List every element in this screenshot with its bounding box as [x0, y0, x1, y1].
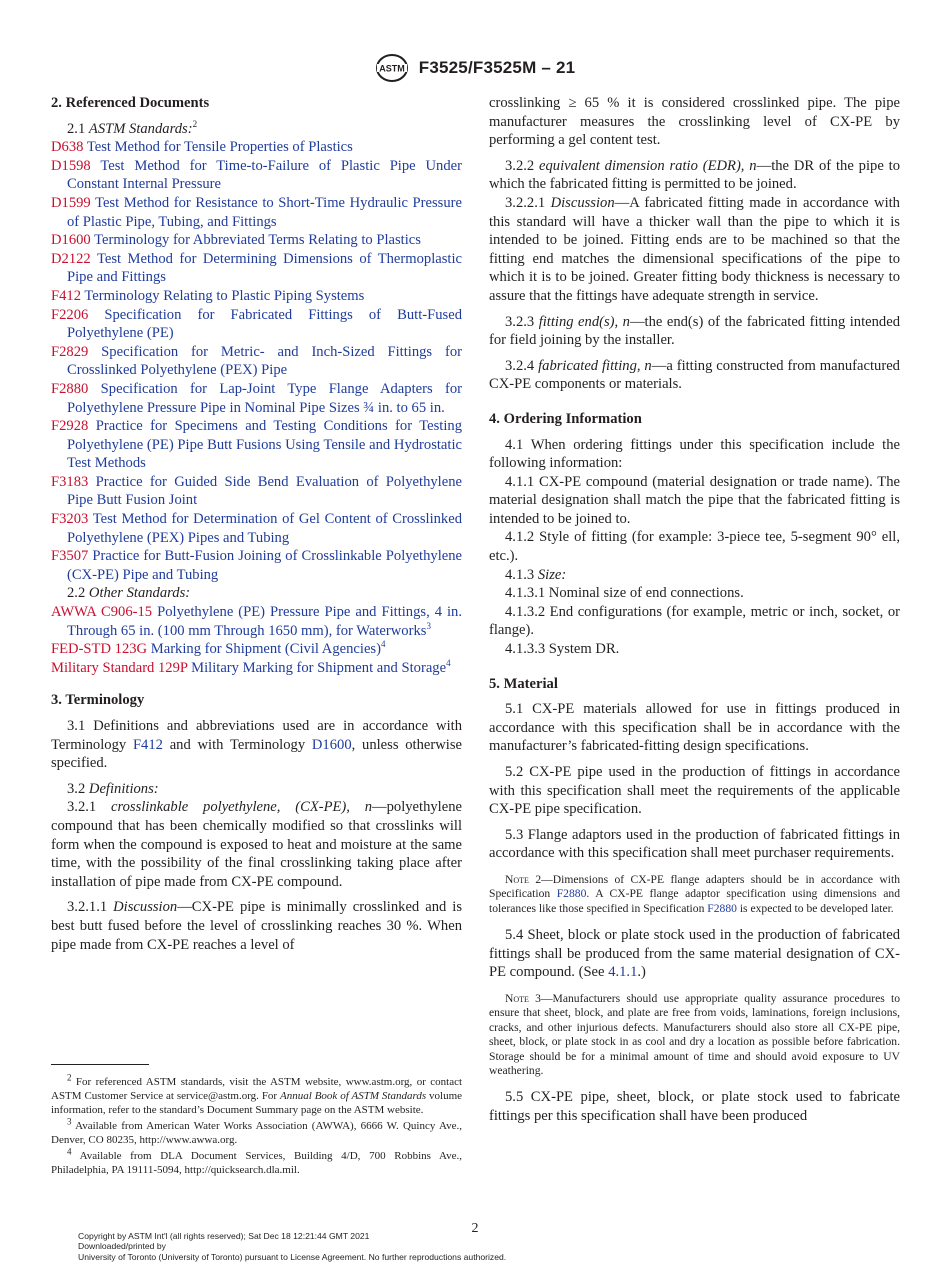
reference-item [51, 417, 462, 473]
reference-title-link[interactable]: Test Method for Determining Dimensions of Thermoplastic Pipe and Fittings [67, 250, 462, 286]
reference-item [51, 603, 462, 640]
reference-code-link[interactable]: D2122 [51, 250, 91, 267]
reference-title-link[interactable]: Test Method for Tensile Properties of Plastics [86, 139, 353, 156]
reference-code-link[interactable]: F2206 [51, 306, 89, 323]
reference-code-link[interactable]: Military Standard 129P [51, 659, 188, 676]
reference-code-link[interactable]: F412 [51, 287, 82, 304]
left-column [51, 94, 462, 961]
page-number: 2 [471, 1221, 479, 1236]
reference-title-link[interactable]: Specification for Metric- and Inch-Sized Fittings for Crosslinked Polyethylene (PEX) Pipe [67, 343, 462, 379]
paragraph-3-1: 3.1 Definitions and abbreviations used are in accordance with Terminology F412 and with Terminology D1600, unless otherwise specified. [51, 718, 462, 772]
paragraph-5-4: 5.4 Sheet, block or plate stock used in the production of fabricated fittings shall be produced from the same material designation of CX-PE compound. (See 4.1.1.) [489, 927, 900, 981]
document-title: F3525/F3525M – 21 [418, 58, 576, 77]
section-heading-referenced-documents: 2. Referenced Documents [51, 95, 210, 111]
paragraph-4-1: 4.1 When ordering fittings under this specification include the following information: [489, 436, 900, 472]
reference-title-link[interactable]: Test Method for Time-to-Failure of Plastic Pipe Under Constant Internal Pressure [67, 157, 462, 193]
reference-item [51, 473, 462, 510]
paragraph-5-1: 5.1 CX-PE materials allowed for use in fittings produced in accordance with this specification shall be in accordance with the manufacturer’s fabricated-fitting design specifications. [489, 701, 900, 755]
paragraph-3-2-1-1-continued: crosslinking ≥ 65 % it is considered crosslinked pipe. The pipe manufacturer measures the crosslinking level of CX-PE by performing a gel content test. [489, 95, 900, 149]
paragraph-3-2-1-1: 3.2.1.1 Discussion—CX-PE pipe is minimally crosslinked and is best butt fused before the level of crosslinking reaches 30 %. When pipe made from CX-PE reaches a level of [51, 899, 463, 953]
paragraph-4-1-3: 4.1.3 Size: [505, 566, 567, 583]
paragraph-4-1-3-3: 4.1.3.3 System DR. [505, 641, 620, 658]
link-f412[interactable]: F412 [132, 736, 163, 753]
copyright-line: Copyright by ASTM Int'l (all rights reserved); Sat Dec 18 12:21:44 GMT 2021 [78, 1231, 370, 1241]
paragraph-5-3: 5.3 Flange adaptors used in the production of fabricated fittings in accordance with this specification shall meet purchaser requirements. [489, 826, 900, 862]
reference-title-link[interactable]: Practice for Specimens and Testing Conditions for Testing Polyethylene (PE) Pipe Butt Fusions Using Tensile and Hydrostatic Test Methods [67, 418, 462, 472]
paragraph-4-1-3-2: 4.1.3.2 End configurations (for example, metric or inch, socket, or flange). [489, 603, 900, 639]
section-heading-terminology: 3. Terminology [51, 692, 145, 709]
reference-title-link[interactable]: Specification for Fabricated Fittings of Butt-Fused Polyethylene (PE) [67, 306, 462, 342]
reference-code-link[interactable]: F3203 [51, 511, 89, 528]
footnote-divider [51, 1064, 149, 1065]
downloaded-line: Downloaded/printed by [78, 1241, 166, 1252]
paragraph-3-2-4: 3.2.4 fabricated fitting, n—a fitting constructed from manufactured CX-PE components or materials. [489, 357, 900, 393]
reference-title-link[interactable]: Test Method for Resistance to Short-Time Hydraulic Pressure of Plastic Pipe, Tubing, and Fittings [67, 194, 463, 230]
referenced-standards-list [51, 138, 462, 584]
reference-item [51, 659, 462, 678]
reference-code-link[interactable]: F3183 [51, 473, 89, 490]
footnote-marker: 4 [446, 657, 451, 668]
other-standards-list [51, 603, 462, 677]
reference-code-link[interactable]: D1599 [51, 194, 91, 211]
reference-code-link[interactable]: F2928 [51, 418, 89, 435]
reference-title-link[interactable]: Military Marking for Shipment and Storage [191, 659, 447, 676]
paragraph-3-2-1: 3.2.1 crosslinkable polyethylene, (CX-PE), n—polyethylene compound that has been chemically modified so that crosslinks will form when the compound is exposed to heat and moisture at the same time, with the possibility of the final crosslinking taking place after installation of pipe made from CX-PE compound. [51, 799, 462, 890]
footnote-2: $^2$ For referenced ASTM standards, visit the ASTM website, www.astm.org, or contact ASTM Customer Service at service@astm.org. For Annual Book of ASTM Standards volume information, refer to the standard’s Document Summary page on the ASTM website. [51, 1072, 463, 1116]
footnote-3: $^3$ Available from American Water Works Association (AWWA), 6666 W. Quincy Ave., Denver, CO 80235, http://www.awwa.org. [51, 1116, 462, 1146]
paragraph-3-2-2-1: 3.2.2.1 Discussion—A fabricated fitting made in accordance with this standard will have a thicker wall than the pipe to which it is intended to be joined. Fitting ends are to be machined so that the fitting end matches the dimensional specifications of the pipe to which it is to be joined. Greater fitting body thickness is necessary to assure that the fittings have adequate strength in service. [489, 194, 900, 304]
reference-item [51, 231, 462, 250]
reference-item [51, 157, 462, 194]
reference-code-link[interactable]: F3507 [51, 548, 89, 565]
reference-title-link[interactable]: Polyethylene (PE) Pressure Pipe and Fittings, 4 in. Through 65 in. (100 mm Through 1650 mm), for Waterworks [67, 604, 462, 639]
footnote-marker: 4 [380, 639, 386, 650]
svg-text:ASTM: ASTM [379, 63, 405, 74]
footnote-4: $^4$ Available from DLA Document Services, Building 4/D, 700 Robbins Ave., Philadelphia, PA 19111-5094, http://quicksearch.dla.mil. [51, 1146, 462, 1176]
footnotes [51, 1072, 463, 1179]
reference-item [51, 194, 462, 231]
reference-code-link[interactable]: F2829 [51, 343, 89, 360]
reference-item [51, 640, 462, 659]
reference-code-link[interactable]: FED-STD 123G [51, 641, 148, 658]
reference-code-link[interactable]: AWWA C906-15 [51, 604, 153, 621]
reference-item [51, 380, 462, 417]
paragraph-4-1-3-1: 4.1.3.1 Nominal size of end connections. [505, 585, 744, 602]
reference-code-link[interactable]: D1598 [51, 157, 91, 174]
paragraph-3-2-3: 3.2.3 fitting end(s), n—the end(s) of the fabricated fitting intended for field joining by the installer. [489, 313, 900, 349]
subsection-other-standards: 2.2 Other Standards: [67, 585, 191, 602]
reference-title-link[interactable]: Marking for Shipment (Civil Agencies) [150, 641, 381, 658]
license-line: University of Toronto (University of Toronto) pursuant to License Agreement. No further reproductions authorized. [78, 1251, 507, 1262]
reference-title-link[interactable]: Terminology for Abbreviated Terms Relating to Plastics [94, 232, 421, 249]
link-f2880[interactable]: F2880 [556, 887, 587, 901]
reference-title-link[interactable]: Practice for Butt-Fusion Joining of Crosslinkable Polyethylene (CX-PE) Pipe and Tubing [67, 548, 463, 583]
link-4-1-1[interactable]: 4.1.1 [608, 964, 638, 981]
footnote-marker: 3 [426, 620, 431, 631]
reference-item [51, 547, 462, 584]
reference-item [51, 250, 462, 287]
paragraph-3-2-2: 3.2.2 equivalent dimension ratio (EDR), n—the DR of the pipe to which the fabricated fitting is permitted to be joined. [489, 157, 900, 193]
subsection-astm-standards: 2.1 ASTM Standards:$^2$ [67, 118, 198, 137]
link-f2880-second[interactable]: F2880 [707, 901, 737, 915]
paragraph-4-1-2: 4.1.2 Style of fitting (for example: 3-piece tee, 5-segment 90° ell, etc.). [489, 529, 900, 565]
reference-item [51, 138, 462, 157]
paragraph-3-2: 3.2 Definitions: [67, 780, 159, 797]
reference-code-link[interactable]: D1600 [51, 232, 91, 249]
reference-title-link[interactable]: Specification for Lap-Joint Type Flange Adapters for Polyethylene Pressure Pipe in Nominal Pipe Sizes ¾ in. to 65 in. [67, 380, 462, 416]
right-column [489, 94, 900, 1133]
note-3: Note 3—Manufacturers should use appropriate quality assurance procedures to ensure that sheet, block, and plate are free from voids, laminations, foreign inclusions, cracks, and other injurious defects. Manufacturers should also store all CX-PE pipe, sheet, block, or plate stock in as cool and dry a location as possible before fabrication. Storage should be for a minimal amount of time and should avoid exposure to UV weathering. [489, 991, 900, 1077]
page-header [0, 53, 950, 83]
paragraph-5-5: 5.5 CX-PE pipe, sheet, block, or plate stock used to fabricate fittings per this specification shall have been produced [489, 1089, 900, 1124]
reference-title-link[interactable]: Terminology Relating to Plastic Piping Systems [84, 287, 365, 304]
reference-code-link[interactable]: F2880 [51, 380, 89, 397]
reference-code-link[interactable]: D638 [51, 139, 84, 156]
reference-title-link[interactable]: Practice for Guided Side Bend Evaluation of Polyethylene Pipe Butt Fusion Joint [67, 473, 462, 509]
reference-item [51, 306, 462, 343]
section-heading-ordering-information: 4. Ordering Information [489, 410, 642, 427]
reference-item [51, 287, 462, 306]
paragraph-4-1-1: 4.1.1 CX-PE compound (material designation or trade name). The material designation shall match the pipe that the fabricated fitting is intended to be joined to. [489, 473, 900, 527]
reference-item [51, 343, 462, 380]
astm-logo-icon [375, 53, 409, 83]
paragraph-5-2: 5.2 CX-PE pipe used in the production of fittings in accordance with this specification shall meet the requirements of the applicable CX-PE pipe specification. [489, 764, 900, 818]
note-2: Note 2—Dimensions of CX-PE flange adapters should be in accordance with Specification F2880. A CX-PE flange adaptor specification using dimensions and tolerances like those specified in Specification F2880 is expected to be developed later. [489, 872, 900, 915]
reference-title-link[interactable]: Test Method for Determination of Gel Content of Crosslinked Polyethylene (PEX) Pipes and Tubing [67, 511, 462, 546]
section-heading-material: 5. Material [489, 675, 558, 692]
link-d1600[interactable]: D1600 [311, 736, 352, 753]
reference-item [51, 510, 462, 547]
copyright-notice [78, 1231, 506, 1262]
